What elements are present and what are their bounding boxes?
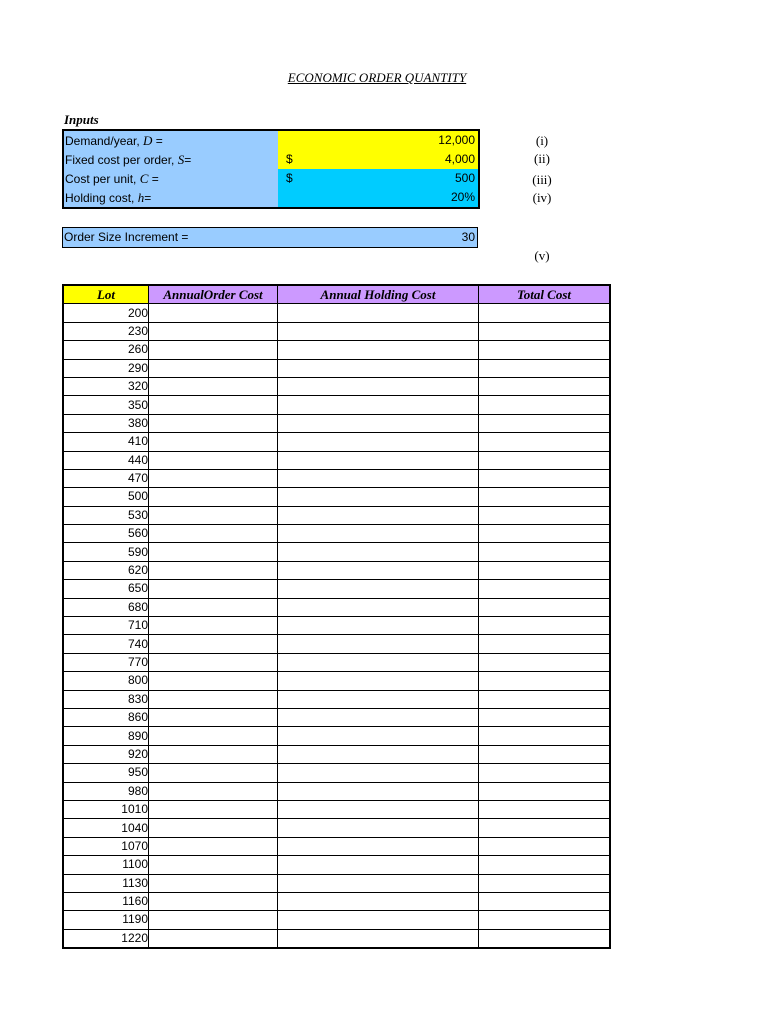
total-cost-cell[interactable] (479, 396, 611, 414)
lot-cell[interactable]: 860 (63, 708, 149, 726)
lot-cell[interactable]: 710 (63, 617, 149, 635)
total-cost-cell[interactable] (479, 653, 611, 671)
lot-cell[interactable]: 350 (63, 396, 149, 414)
lot-cell[interactable]: 950 (63, 764, 149, 782)
lot-cell[interactable]: 680 (63, 598, 149, 616)
lot-cell[interactable]: 230 (63, 322, 149, 340)
lot-cell[interactable]: 500 (63, 488, 149, 506)
annual-holding-cost-cell[interactable] (278, 764, 479, 782)
annual-holding-cost-cell[interactable] (278, 635, 479, 653)
total-cost-cell[interactable] (479, 322, 611, 340)
table-row (63, 911, 610, 929)
table-row (63, 727, 610, 745)
annual-holding-cost-cell[interactable] (278, 377, 479, 395)
lot-cell[interactable]: 770 (63, 653, 149, 671)
annual-order-cost-cell[interactable] (149, 672, 278, 690)
annual-holding-cost-cell[interactable] (278, 911, 479, 929)
lot-cell[interactable]: 800 (63, 672, 149, 690)
table-row (63, 874, 610, 892)
annual-order-cost-cell[interactable] (149, 819, 278, 837)
annual-holding-cost-cell[interactable] (278, 561, 479, 579)
annual-holding-cost-cell[interactable] (278, 304, 479, 322)
input-row (64, 169, 478, 188)
table-row (63, 469, 610, 487)
annual-holding-cost-cell[interactable] (278, 745, 479, 763)
input-label: Holding cost, h= (64, 188, 279, 207)
roman-marker: (iii) (532, 172, 552, 187)
inputs-block (62, 129, 480, 209)
total-cost-cell[interactable] (479, 929, 611, 948)
table-row (63, 488, 610, 506)
annual-order-cost-cell[interactable] (149, 892, 278, 910)
total-cost-cell[interactable] (479, 359, 611, 377)
annual-order-cost-cell[interactable] (149, 911, 278, 929)
annual-holding-cost-cell[interactable] (278, 727, 479, 745)
table-row (63, 800, 610, 818)
input-value[interactable]: 4,000 (444, 152, 475, 166)
table-row (63, 929, 610, 948)
table-header-row (63, 285, 610, 304)
lot-cell[interactable]: 1010 (63, 800, 149, 818)
input-value[interactable]: 500 (454, 171, 475, 185)
annual-holding-cost-cell[interactable] (278, 488, 479, 506)
order-size-increment-value[interactable]: 30 (461, 230, 475, 244)
table-row (63, 892, 610, 910)
table-row (63, 708, 610, 726)
total-cost-cell[interactable] (479, 892, 611, 910)
input-value[interactable]: 12,000 (438, 133, 475, 147)
annual-holding-cost-cell[interactable] (278, 672, 479, 690)
header-annual-order-cost: AnnualOrder Cost (149, 285, 278, 304)
annual-order-cost-cell[interactable] (149, 433, 278, 451)
table-row (63, 690, 610, 708)
annual-holding-cost-cell[interactable] (278, 653, 479, 671)
annual-holding-cost-cell[interactable] (278, 414, 479, 432)
input-value-cell[interactable] (278, 169, 478, 188)
annual-order-cost-cell[interactable] (149, 782, 278, 800)
lot-cell[interactable]: 470 (63, 469, 149, 487)
total-cost-cell[interactable] (479, 745, 611, 763)
annual-order-cost-cell[interactable] (149, 764, 278, 782)
table-row (63, 561, 610, 579)
roman-marker: (ii) (534, 151, 550, 166)
annual-holding-cost-cell[interactable] (278, 800, 479, 818)
annual-order-cost-cell[interactable] (149, 469, 278, 487)
annual-order-cost-cell[interactable] (149, 451, 278, 469)
input-value[interactable]: 20% (450, 190, 475, 204)
total-cost-cell[interactable] (479, 377, 611, 395)
roman-marker-v: (v) (534, 248, 550, 263)
input-value-cell[interactable] (278, 188, 478, 207)
total-cost-cell[interactable] (479, 304, 611, 322)
total-cost-cell[interactable] (479, 617, 611, 635)
annual-holding-cost-cell[interactable] (278, 929, 479, 948)
table-row (63, 837, 610, 855)
lot-cell[interactable]: 590 (63, 543, 149, 561)
inputs-heading: Inputs (64, 112, 99, 127)
total-cost-cell[interactable] (479, 819, 611, 837)
annual-holding-cost-cell[interactable] (278, 359, 479, 377)
lot-cell[interactable]: 830 (63, 690, 149, 708)
table-row (63, 451, 610, 469)
lot-cell[interactable]: 320 (63, 377, 149, 395)
total-cost-cell[interactable] (479, 874, 611, 892)
annual-order-cost-cell[interactable] (149, 304, 278, 322)
annual-holding-cost-cell[interactable] (278, 598, 479, 616)
table-row (63, 598, 610, 616)
table-row (63, 819, 610, 837)
annual-order-cost-cell[interactable] (149, 488, 278, 506)
lot-cell[interactable]: 410 (63, 433, 149, 451)
annual-order-cost-cell[interactable] (149, 617, 278, 635)
total-cost-cell[interactable] (479, 856, 611, 874)
annual-order-cost-cell[interactable] (149, 341, 278, 359)
annual-order-cost-cell[interactable] (149, 580, 278, 598)
table-row (63, 433, 610, 451)
total-cost-cell[interactable] (479, 543, 611, 561)
lot-cell[interactable]: 980 (63, 782, 149, 800)
annual-holding-cost-cell[interactable] (278, 396, 479, 414)
table-row (63, 672, 610, 690)
total-cost-cell[interactable] (479, 469, 611, 487)
input-label: Cost per unit, C = (64, 169, 279, 188)
total-cost-cell[interactable] (479, 525, 611, 543)
table-row (63, 525, 610, 543)
input-value-cell[interactable] (278, 131, 478, 150)
annual-holding-cost-cell[interactable] (278, 782, 479, 800)
total-cost-cell[interactable] (479, 433, 611, 451)
total-cost-cell[interactable] (479, 580, 611, 598)
annual-order-cost-cell[interactable] (149, 377, 278, 395)
header-total-cost: Total Cost (479, 285, 611, 304)
total-cost-cell[interactable] (479, 764, 611, 782)
table-row (63, 341, 610, 359)
annual-holding-cost-cell[interactable] (278, 617, 479, 635)
currency-symbol: $ (286, 171, 293, 185)
annual-holding-cost-cell[interactable] (278, 837, 479, 855)
table-row (63, 635, 610, 653)
input-label: Demand/year, D = (64, 131, 279, 150)
page-title: ECONOMIC ORDER QUANTITY (287, 70, 467, 85)
total-cost-cell[interactable] (479, 635, 611, 653)
lot-cell[interactable]: 1070 (63, 837, 149, 855)
annual-holding-cost-cell[interactable] (278, 433, 479, 451)
annual-order-cost-cell[interactable] (149, 929, 278, 948)
currency-symbol: $ (286, 152, 293, 166)
annual-order-cost-cell[interactable] (149, 525, 278, 543)
table-row (63, 304, 610, 322)
annual-order-cost-cell[interactable] (149, 856, 278, 874)
lot-cell[interactable]: 530 (63, 506, 149, 524)
annual-holding-cost-cell[interactable] (278, 322, 479, 340)
roman-marker: (iv) (532, 190, 552, 205)
annual-holding-cost-cell[interactable] (278, 451, 479, 469)
lot-cell[interactable]: 1190 (63, 911, 149, 929)
annual-order-cost-cell[interactable] (149, 837, 278, 855)
lot-cell[interactable]: 1130 (63, 874, 149, 892)
table-row (63, 322, 610, 340)
annual-holding-cost-cell[interactable] (278, 708, 479, 726)
input-row (64, 150, 478, 169)
annual-order-cost-cell[interactable] (149, 690, 278, 708)
lot-cell[interactable]: 1100 (63, 856, 149, 874)
lot-cell[interactable]: 290 (63, 359, 149, 377)
table-row (63, 653, 610, 671)
roman-marker: (i) (535, 133, 549, 148)
total-cost-cell[interactable] (479, 911, 611, 929)
header-annual-holding-cost: Annual Holding Cost (278, 285, 479, 304)
annual-holding-cost-cell[interactable] (278, 469, 479, 487)
lot-cell[interactable]: 740 (63, 635, 149, 653)
table-row (63, 414, 610, 432)
total-cost-cell[interactable] (479, 800, 611, 818)
annual-order-cost-cell[interactable] (149, 396, 278, 414)
table-row (63, 617, 610, 635)
annual-order-cost-cell[interactable] (149, 359, 278, 377)
input-row (64, 131, 478, 150)
order-size-increment-row[interactable] (62, 227, 478, 248)
annual-order-cost-cell[interactable] (149, 653, 278, 671)
order-size-increment-label: Order Size Increment = (64, 230, 189, 244)
header-lot: Lot (63, 285, 149, 304)
annual-order-cost-cell[interactable] (149, 598, 278, 616)
annual-holding-cost-cell[interactable] (278, 341, 479, 359)
table-row (63, 856, 610, 874)
annual-holding-cost-cell[interactable] (278, 690, 479, 708)
lot-cell[interactable]: 380 (63, 414, 149, 432)
total-cost-cell[interactable] (479, 414, 611, 432)
annual-holding-cost-cell[interactable] (278, 892, 479, 910)
total-cost-cell[interactable] (479, 690, 611, 708)
table-row (63, 396, 610, 414)
table-row (63, 745, 610, 763)
lot-cell[interactable]: 1220 (63, 929, 149, 948)
annual-order-cost-cell[interactable] (149, 414, 278, 432)
lot-cell[interactable]: 560 (63, 525, 149, 543)
total-cost-cell[interactable] (479, 837, 611, 855)
annual-holding-cost-cell[interactable] (278, 525, 479, 543)
lot-cell[interactable]: 440 (63, 451, 149, 469)
table-row (63, 764, 610, 782)
annual-order-cost-cell[interactable] (149, 506, 278, 524)
lot-cell[interactable]: 920 (63, 745, 149, 763)
total-cost-cell[interactable] (479, 708, 611, 726)
lot-cell[interactable]: 890 (63, 727, 149, 745)
total-cost-cell[interactable] (479, 782, 611, 800)
total-cost-cell[interactable] (479, 341, 611, 359)
annual-order-cost-cell[interactable] (149, 635, 278, 653)
annual-holding-cost-cell[interactable] (278, 856, 479, 874)
input-label: Fixed cost per order, S= (64, 150, 279, 169)
total-cost-cell[interactable] (479, 672, 611, 690)
table-row (63, 359, 610, 377)
total-cost-cell[interactable] (479, 506, 611, 524)
input-value-cell[interactable] (278, 150, 478, 169)
table-row (63, 377, 610, 395)
lot-cell[interactable]: 620 (63, 561, 149, 579)
total-cost-cell[interactable] (479, 727, 611, 745)
total-cost-cell[interactable] (479, 451, 611, 469)
annual-order-cost-cell[interactable] (149, 800, 278, 818)
annual-holding-cost-cell[interactable] (278, 580, 479, 598)
table-row (63, 543, 610, 561)
table-row (63, 580, 610, 598)
annual-holding-cost-cell[interactable] (278, 874, 479, 892)
total-cost-cell[interactable] (479, 561, 611, 579)
eoq-table (62, 284, 611, 949)
annual-order-cost-cell[interactable] (149, 745, 278, 763)
input-row (64, 188, 478, 207)
annual-order-cost-cell[interactable] (149, 322, 278, 340)
annual-order-cost-cell[interactable] (149, 874, 278, 892)
annual-holding-cost-cell[interactable] (278, 543, 479, 561)
annual-order-cost-cell[interactable] (149, 708, 278, 726)
lot-cell[interactable]: 260 (63, 341, 149, 359)
table-row (63, 782, 610, 800)
table-row (63, 506, 610, 524)
lot-cell[interactable]: 1160 (63, 892, 149, 910)
annual-order-cost-cell[interactable] (149, 727, 278, 745)
annual-holding-cost-cell[interactable] (278, 819, 479, 837)
lot-cell[interactable]: 200 (63, 304, 149, 322)
annual-order-cost-cell[interactable] (149, 543, 278, 561)
total-cost-cell[interactable] (479, 488, 611, 506)
annual-order-cost-cell[interactable] (149, 561, 278, 579)
lot-cell[interactable]: 650 (63, 580, 149, 598)
lot-cell[interactable]: 1040 (63, 819, 149, 837)
annual-holding-cost-cell[interactable] (278, 506, 479, 524)
total-cost-cell[interactable] (479, 598, 611, 616)
